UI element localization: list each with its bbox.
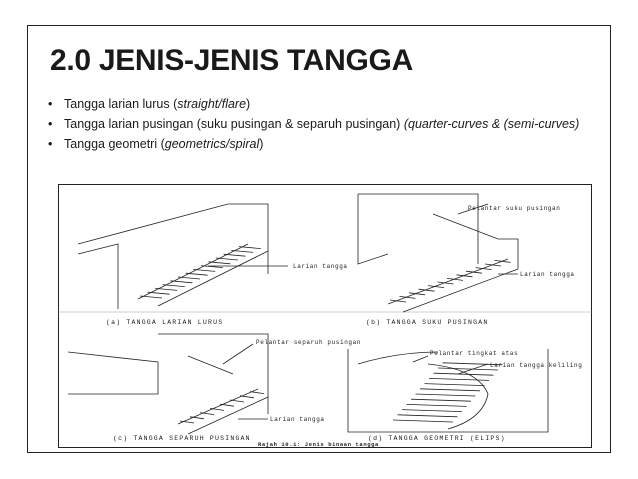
caption-a: (a) TANGGA LARIAN LURUS [106, 319, 224, 326]
staircase-figure [58, 184, 592, 448]
label-larian-keliling: Larian tangga keliling [490, 362, 583, 369]
bullet-tail: ) [246, 97, 251, 111]
bullet-item [42, 136, 592, 152]
bullet-text: Tangga larian pusingan (suku pusingan & separuh pusingan) [64, 117, 404, 131]
bullet-item [42, 116, 592, 132]
bullet-text: Tangga larian lurus ( [64, 97, 178, 111]
caption-c: (c) TANGGA SEPARUH PUSINGAN [113, 435, 251, 442]
bullet-icon: • [48, 137, 53, 151]
label-pelantar-tingkat: Pelantar tingkat atas [430, 350, 519, 357]
caption-d: (d) TANGGA GEOMETRI (ELIPS) [368, 435, 506, 442]
figure-caption: Rajah 10.1: Jenis binaan tangga [258, 441, 379, 448]
label-larian-tangga-c: Larian tangga [270, 416, 325, 423]
bullet-icon: • [48, 97, 53, 111]
bullet-italic: (quarter-curves & (semi-curves) [403, 117, 580, 131]
bullet-italic: straight/flare [177, 97, 247, 111]
bullet-italic: geometrics/spiral [164, 137, 260, 151]
caption-b: (b) TANGGA SUKU PUSINGAN [366, 319, 489, 326]
label-larian-tangga-a: Larian tangga [293, 263, 348, 270]
label-pelantar-suku: Pelantar suku pusingan [468, 205, 561, 212]
bullet-text: Tangga geometri ( [64, 137, 165, 151]
bullet-list [42, 96, 592, 156]
bullet-tail: ) [259, 137, 264, 151]
label-larian-tangga-b: Larian tangga [520, 271, 575, 278]
slide-frame [27, 25, 611, 453]
bullet-item [42, 96, 592, 112]
label-pelantar-separuh: Pelantar separuh pusingan [256, 339, 362, 346]
bullet-icon: • [48, 117, 53, 131]
slide-title: 2.0 JENIS-JENIS TANGGA [50, 44, 413, 77]
